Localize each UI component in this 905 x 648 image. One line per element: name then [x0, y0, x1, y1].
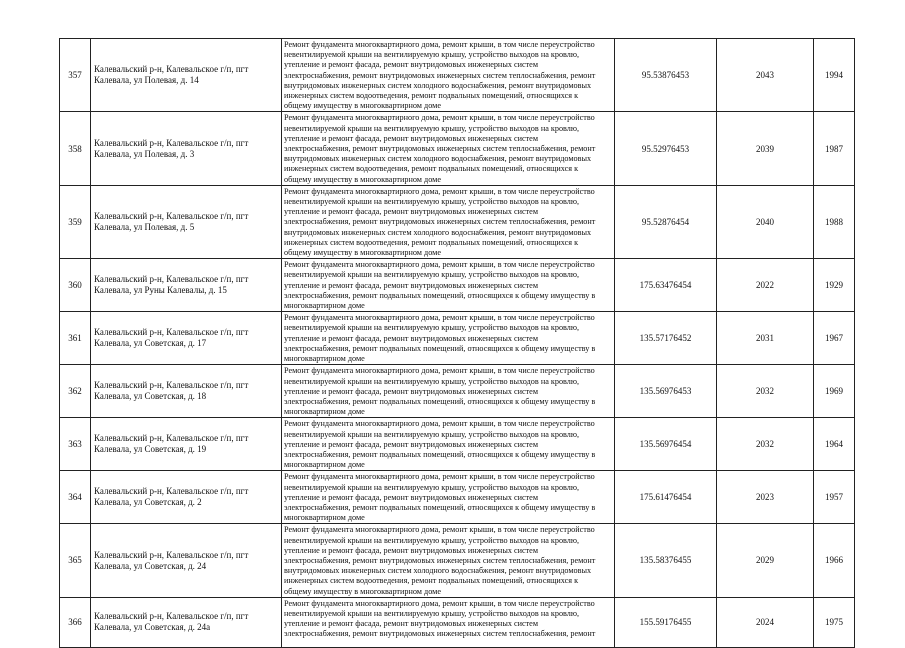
- row-number: 362: [60, 365, 91, 418]
- row-number: 359: [60, 185, 91, 258]
- cost-cell: 135.58376455: [615, 524, 717, 597]
- year-cell: 2040: [717, 185, 814, 258]
- built-year-cell: 1988: [814, 185, 855, 258]
- built-year-cell: 1929: [814, 259, 855, 312]
- year-cell: 2031: [717, 312, 814, 365]
- built-year-cell: 1957: [814, 471, 855, 524]
- table-row: [60, 418, 855, 471]
- table-row: [60, 471, 855, 524]
- works-cell: Ремонт фундамента многоквартирного дома, ремонт крыши, в том числе переустройство невентилируемой крыши на вентилируемую крышу, устройство выходов на кровлю, утепление и ремонт фасада, ремонт внутридомовых инженерных систем электроснабжения, ремонт внутридомовых инженерных систем теплоснабжения, ремонт внутридомовых инженерных систем холодного водоснабжения, ремонт внутридомовых инженерных систем водоотведения, ремонт подвальных помещений, относящихся к общему имуществу в многоквартирном доме: [282, 524, 615, 597]
- row-number: 357: [60, 39, 91, 112]
- address-cell: Калевальский р-н, Калевальское г/п, пгт Калевала, ул Советская, д. 17: [91, 312, 282, 365]
- address-cell: Калевальский р-н, Калевальское г/п, пгт Калевала, ул Советская, д. 24а: [91, 597, 282, 647]
- table-row: [60, 312, 855, 365]
- cost-cell: 155.59176455: [615, 597, 717, 647]
- year-cell: 2043: [717, 39, 814, 112]
- works-cell: Ремонт фундамента многоквартирного дома, ремонт крыши, в том числе переустройство невентилируемой крыши на вентилируемую крышу, устройство выходов на кровлю, утепление и ремонт фасада, ремонт внутридомовых инженерных систем электроснабжения, ремонт подвальных помещений, относящихся к общему имуществу в многоквартирном доме: [282, 312, 615, 365]
- works-cell: Ремонт фундамента многоквартирного дома, ремонт крыши, в том числе переустройство невентилируемой крыши на вентилируемую крышу, устройство выходов на кровлю, утепление и ремонт фасада, ремонт внутридомовых инженерных систем электроснабжения, ремонт внутридомовых инженерных систем теплоснабжения, ремонт внутридомовых инженерных систем холодного водоснабжения, ремонт внутридомовых инженерных систем водоотведения, ремонт подвальных помещений, относящихся к общему имуществу в многоквартирном доме: [282, 39, 615, 112]
- address-cell: Калевальский р-н, Калевальское г/п, пгт Калевала, ул Советская, д. 18: [91, 365, 282, 418]
- row-number: 364: [60, 471, 91, 524]
- works-cell: Ремонт фундамента многоквартирного дома, ремонт крыши, в том числе переустройство невентилируемой крыши на вентилируемую крышу, устройство выходов на кровлю, утепление и ремонт фасада, ремонт внутридомовых инженерных систем электроснабжения, ремонт подвальных помещений, относящихся к общему имуществу в многоквартирном доме: [282, 365, 615, 418]
- cost-cell: 95.52976453: [615, 112, 717, 185]
- built-year-cell: 1969: [814, 365, 855, 418]
- cost-cell: 135.56976454: [615, 418, 717, 471]
- table-row: [60, 365, 855, 418]
- works-cell: Ремонт фундамента многоквартирного дома, ремонт крыши, в том числе переустройство невентилируемой крыши на вентилируемую крышу, устройство выходов на кровлю, утепление и ремонт фасада, ремонт внутридомовых инженерных систем электроснабжения, ремонт внутридомовых инженерных систем теплоснабжения, ремонт: [282, 597, 615, 647]
- year-cell: 2032: [717, 365, 814, 418]
- row-number: 365: [60, 524, 91, 597]
- year-cell: 2029: [717, 524, 814, 597]
- built-year-cell: 1994: [814, 39, 855, 112]
- address-cell: Калевальский р-н, Калевальское г/п, пгт Калевала, ул Полевая, д. 14: [91, 39, 282, 112]
- cost-cell: 95.52876454: [615, 185, 717, 258]
- row-number: 366: [60, 597, 91, 647]
- built-year-cell: 1966: [814, 524, 855, 597]
- year-cell: 2023: [717, 471, 814, 524]
- cost-cell: 135.57176452: [615, 312, 717, 365]
- cost-cell: 95.53876453: [615, 39, 717, 112]
- address-cell: Калевальский р-н, Калевальское г/п, пгт Калевала, ул Полевая, д. 5: [91, 185, 282, 258]
- row-number: 361: [60, 312, 91, 365]
- built-year-cell: 1964: [814, 418, 855, 471]
- row-number: 360: [60, 259, 91, 312]
- row-number: 358: [60, 112, 91, 185]
- table-row: [60, 259, 855, 312]
- works-cell: Ремонт фундамента многоквартирного дома, ремонт крыши, в том числе переустройство невентилируемой крыши на вентилируемую крышу, устройство выходов на кровлю, утепление и ремонт фасада, ремонт внутридомовых инженерных систем электроснабжения, ремонт подвальных помещений, относящихся к общему имуществу в многоквартирном доме: [282, 418, 615, 471]
- cost-cell: 175.63476454: [615, 259, 717, 312]
- built-year-cell: 1967: [814, 312, 855, 365]
- works-cell: Ремонт фундамента многоквартирного дома, ремонт крыши, в том числе переустройство невентилируемой крыши на вентилируемую крышу, устройство выходов на кровлю, утепление и ремонт фасада, ремонт внутридомовых инженерных систем электроснабжения, ремонт подвальных помещений, относящихся к общему имуществу в многоквартирном доме: [282, 259, 615, 312]
- capital-repair-table: [59, 38, 855, 648]
- year-cell: 2039: [717, 112, 814, 185]
- works-cell: Ремонт фундамента многоквартирного дома, ремонт крыши, в том числе переустройство невентилируемой крыши на вентилируемую крышу, устройство выходов на кровлю, утепление и ремонт фасада, ремонт внутридомовых инженерных систем электроснабжения, ремонт внутридомовых инженерных систем теплоснабжения, ремонт внутридомовых инженерных систем холодного водоснабжения, ремонт внутридомовых инженерных систем водоотведения, ремонт подвальных помещений, относящихся к общему имуществу в многоквартирном доме: [282, 112, 615, 185]
- cost-cell: 175.61476454: [615, 471, 717, 524]
- works-cell: Ремонт фундамента многоквартирного дома, ремонт крыши, в том числе переустройство невентилируемой крыши на вентилируемую крышу, устройство выходов на кровлю, утепление и ремонт фасада, ремонт внутридомовых инженерных систем электроснабжения, ремонт подвальных помещений, относящихся к общему имуществу в многоквартирном доме: [282, 471, 615, 524]
- address-cell: Калевальский р-н, Калевальское г/п, пгт Калевала, ул Советская, д. 19: [91, 418, 282, 471]
- address-cell: Калевальский р-н, Калевальское г/п, пгт Калевала, ул Советская, д. 2: [91, 471, 282, 524]
- address-cell: Калевальский р-н, Калевальское г/п, пгт Калевала, ул Руны Калевалы, д. 15: [91, 259, 282, 312]
- address-cell: Калевальский р-н, Калевальское г/п, пгт Калевала, ул Полевая, д. 3: [91, 112, 282, 185]
- built-year-cell: 1975: [814, 597, 855, 647]
- year-cell: 2032: [717, 418, 814, 471]
- address-cell: Калевальский р-н, Калевальское г/п, пгт Калевала, ул Советская, д. 24: [91, 524, 282, 597]
- table-row: [60, 112, 855, 185]
- table-row: [60, 524, 855, 597]
- table-row: [60, 39, 855, 112]
- year-cell: 2024: [717, 597, 814, 647]
- cost-cell: 135.56976453: [615, 365, 717, 418]
- table-row: [60, 185, 855, 258]
- year-cell: 2022: [717, 259, 814, 312]
- works-cell: Ремонт фундамента многоквартирного дома, ремонт крыши, в том числе переустройство невентилируемой крыши на вентилируемую крышу, устройство выходов на кровлю, утепление и ремонт фасада, ремонт внутридомовых инженерных систем электроснабжения, ремонт внутридомовых инженерных систем теплоснабжения, ремонт внутридомовых инженерных систем холодного водоснабжения, ремонт внутридомовых инженерных систем водоотведения, ремонт подвальных помещений, относящихся к общему имуществу в многоквартирном доме: [282, 185, 615, 258]
- built-year-cell: 1987: [814, 112, 855, 185]
- row-number: 363: [60, 418, 91, 471]
